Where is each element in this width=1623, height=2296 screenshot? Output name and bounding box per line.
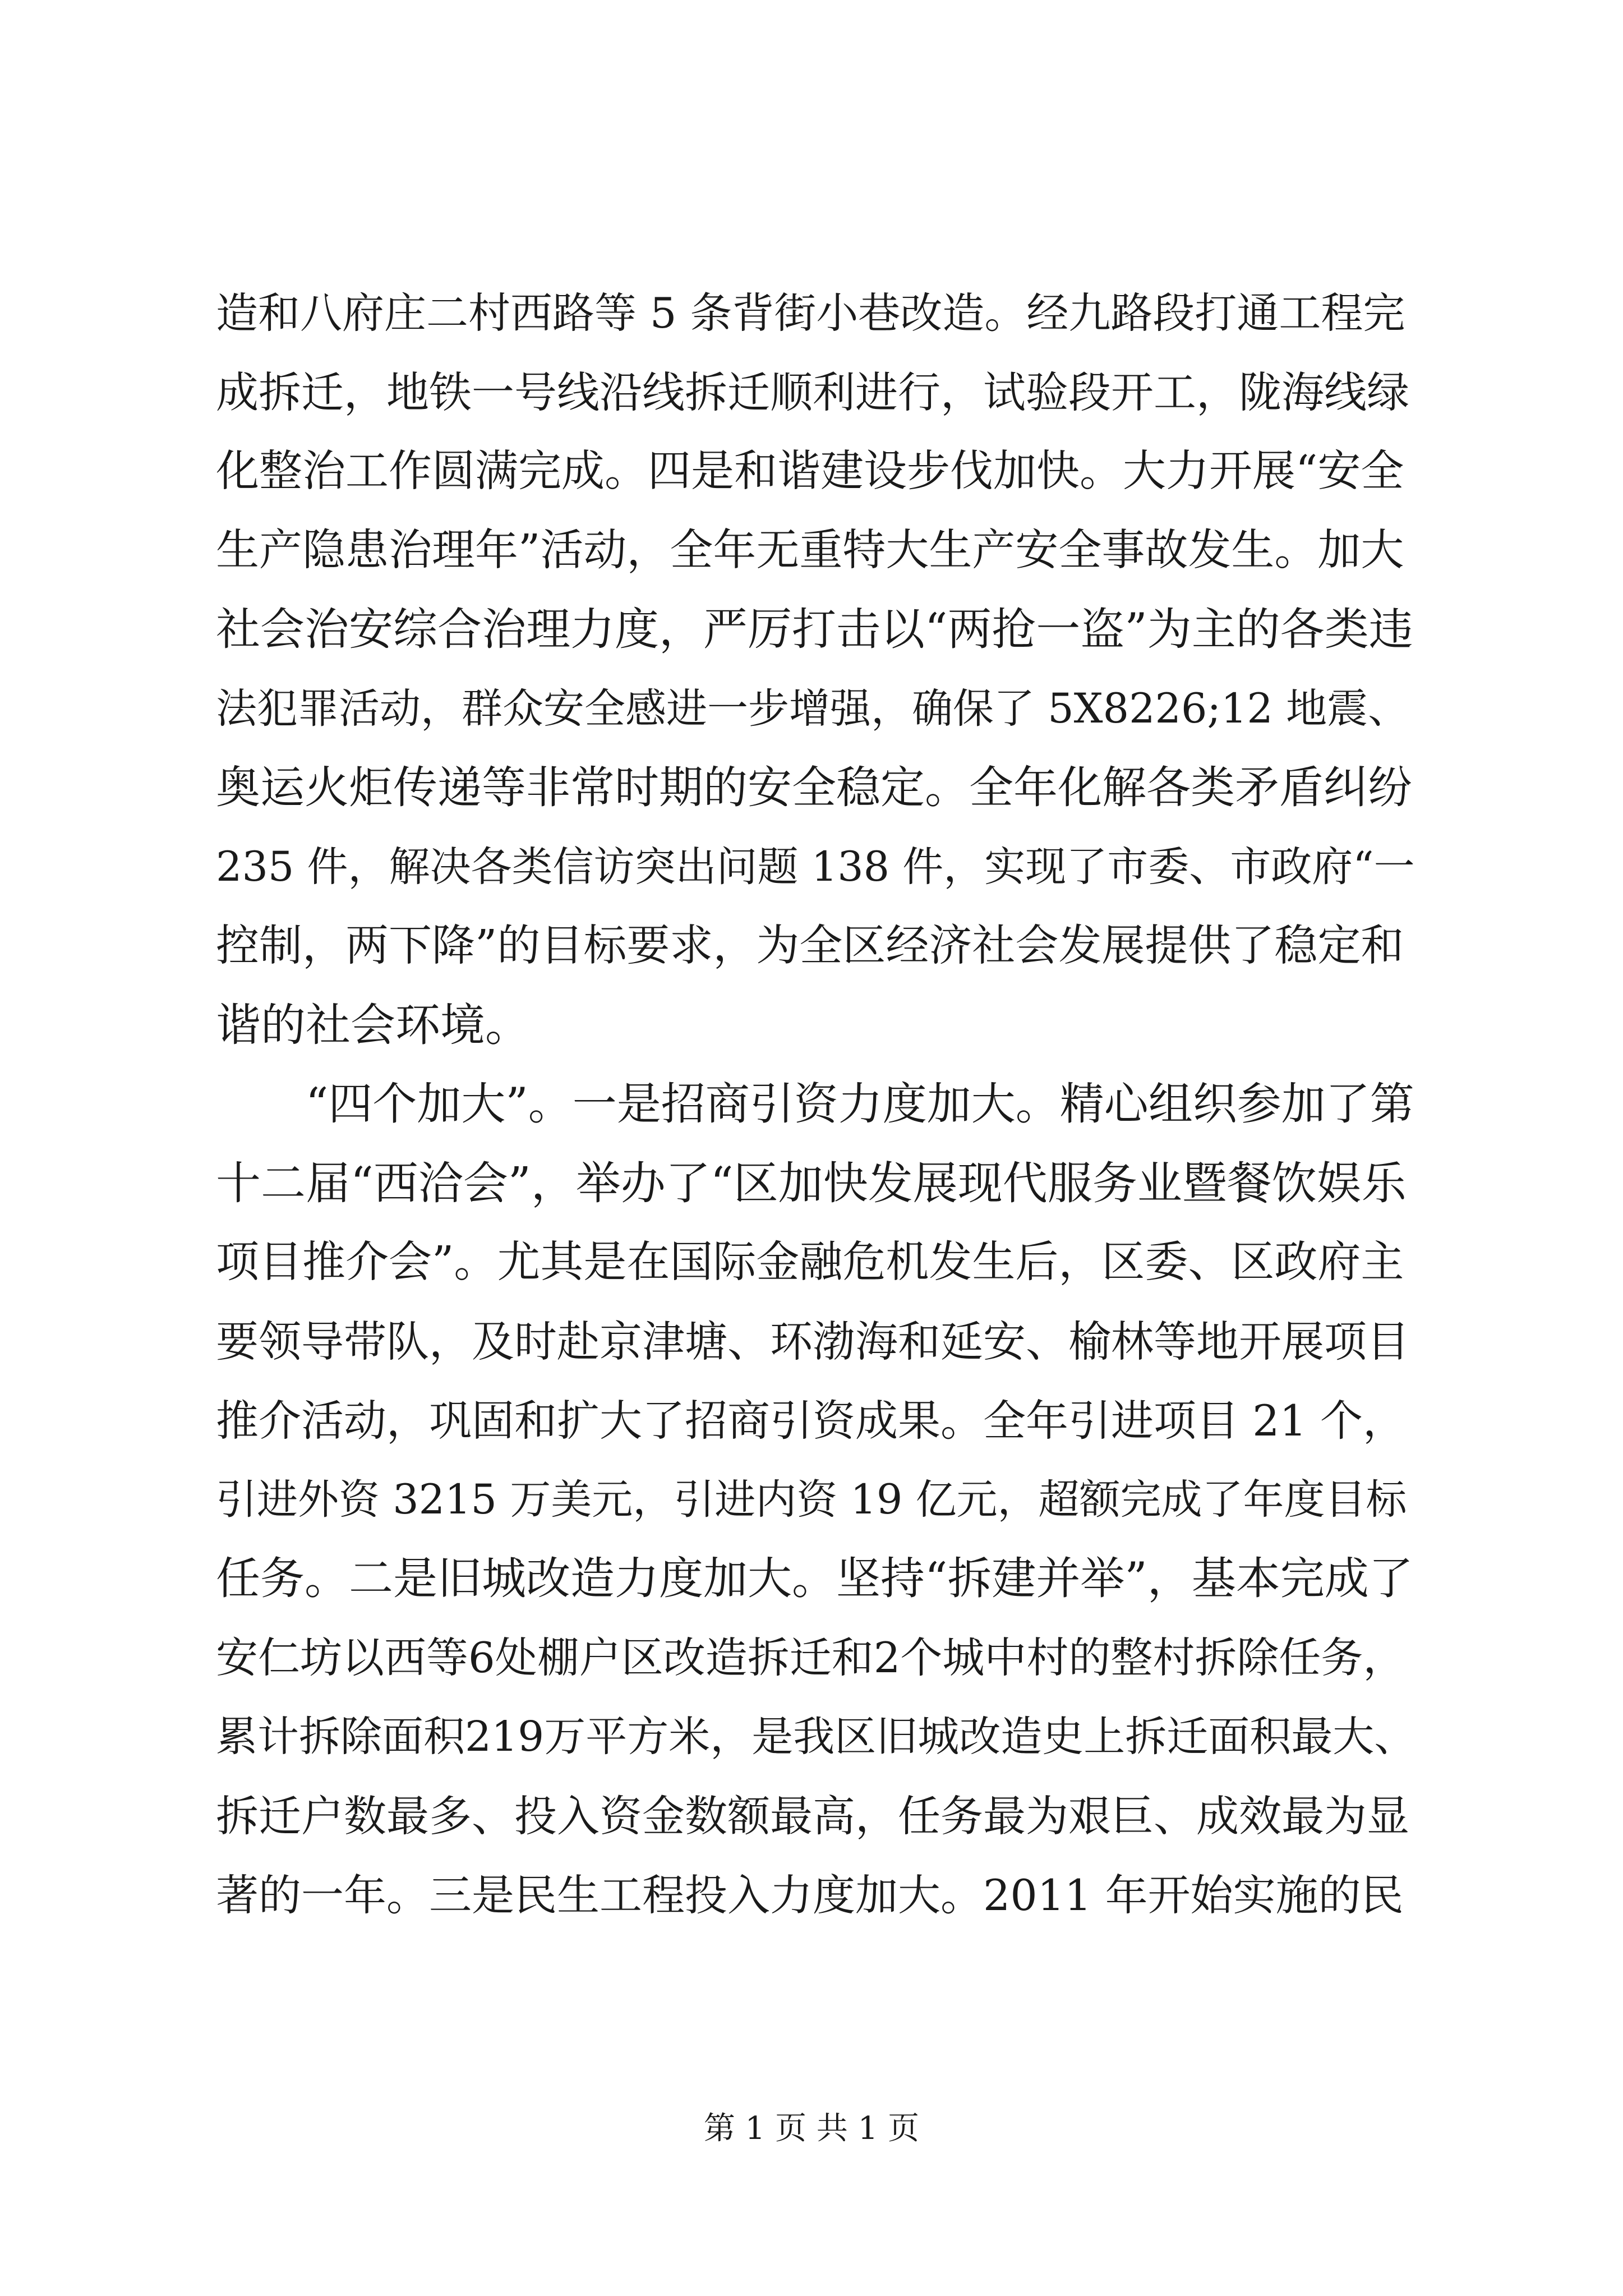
text-line: 控制，两下降”的目标要求，为全区经济社会发展提供了稳定和	[216, 921, 1404, 971]
text-line: 谐的社会环境。	[216, 999, 530, 1051]
text-line: 任务。二是旧城改造力度加大。坚持“拆建并举”，基本完成了	[216, 1553, 1413, 1604]
text-line: 奥运火炬传递等非常时期的安全稳定。全年化解各类矛盾纠纷	[216, 762, 1412, 813]
text-line: 累计拆除面积219万平方米，是我区旧城改造史上拆迁面积最大、	[216, 1713, 1416, 1761]
page-number-label: 第 1 页 共 1 页	[703, 2110, 920, 2147]
text-line: 十二届“西洽会”，举办了“区加快发展现代服务业暨餐饮娱乐	[216, 1157, 1407, 1209]
text-line: 造和八府庄二村西路等 5 条背街小巷改造。经九路段打通工程完	[216, 288, 1405, 338]
text-line: 社会治安综合治理力度，严厉打击以“两抢一盗”为主的各类违	[216, 604, 1413, 655]
text-line: 安仁坊以西等6处棚户区改造拆迁和2个城中村的整村拆除任务，	[216, 1633, 1405, 1682]
text-line: 项目推介会”。尤其是在国际金融危机发生后，区委、区政府主	[216, 1237, 1404, 1287]
text-line: 成拆迁，地铁一号线沿线拆迁顺利进行，试验段开工，陇海线绿	[216, 367, 1409, 417]
text-line: 生产隐患治理年”活动，全年无重特大生产安全事故发生。加大	[216, 526, 1404, 576]
text-line: 法犯罪活动，群众安全感进一步增强，确保了 5X8226;12 地震、	[216, 685, 1409, 733]
text-line: 著的一年。三是民生工程投入力度加大。2011 年开始实施的民	[216, 1870, 1404, 1920]
page-footer	[0, 2106, 1623, 2151]
paragraph-first-line: “四个加大”。一是招商引资力度加大。精心组织参加了第	[306, 1078, 1414, 1130]
text-line: 推介活动，巩固和扩大了招商引资成果。全年引进项目 21 个，	[216, 1396, 1406, 1446]
body-text	[216, 274, 1416, 1935]
text-line: 要领导带队，及时赴京津塘、环渤海和延安、榆林等地开展项目	[216, 1317, 1409, 1366]
text-line: 化整治工作圆满完成。四是和谐建设步伐加快。大力开展“安全	[216, 447, 1404, 496]
text-line: 235 件，解决各类信访突出问题 138 件，实现了市委、市政府“一	[216, 843, 1415, 891]
text-line: 引进外资 3215 万美元，引进内资 19 亿元，超额完成了年度目标	[216, 1476, 1407, 1524]
text-line: 拆迁户数最多、投入资金数额最高，任务最为艰巨、成效最为显	[216, 1791, 1409, 1841]
